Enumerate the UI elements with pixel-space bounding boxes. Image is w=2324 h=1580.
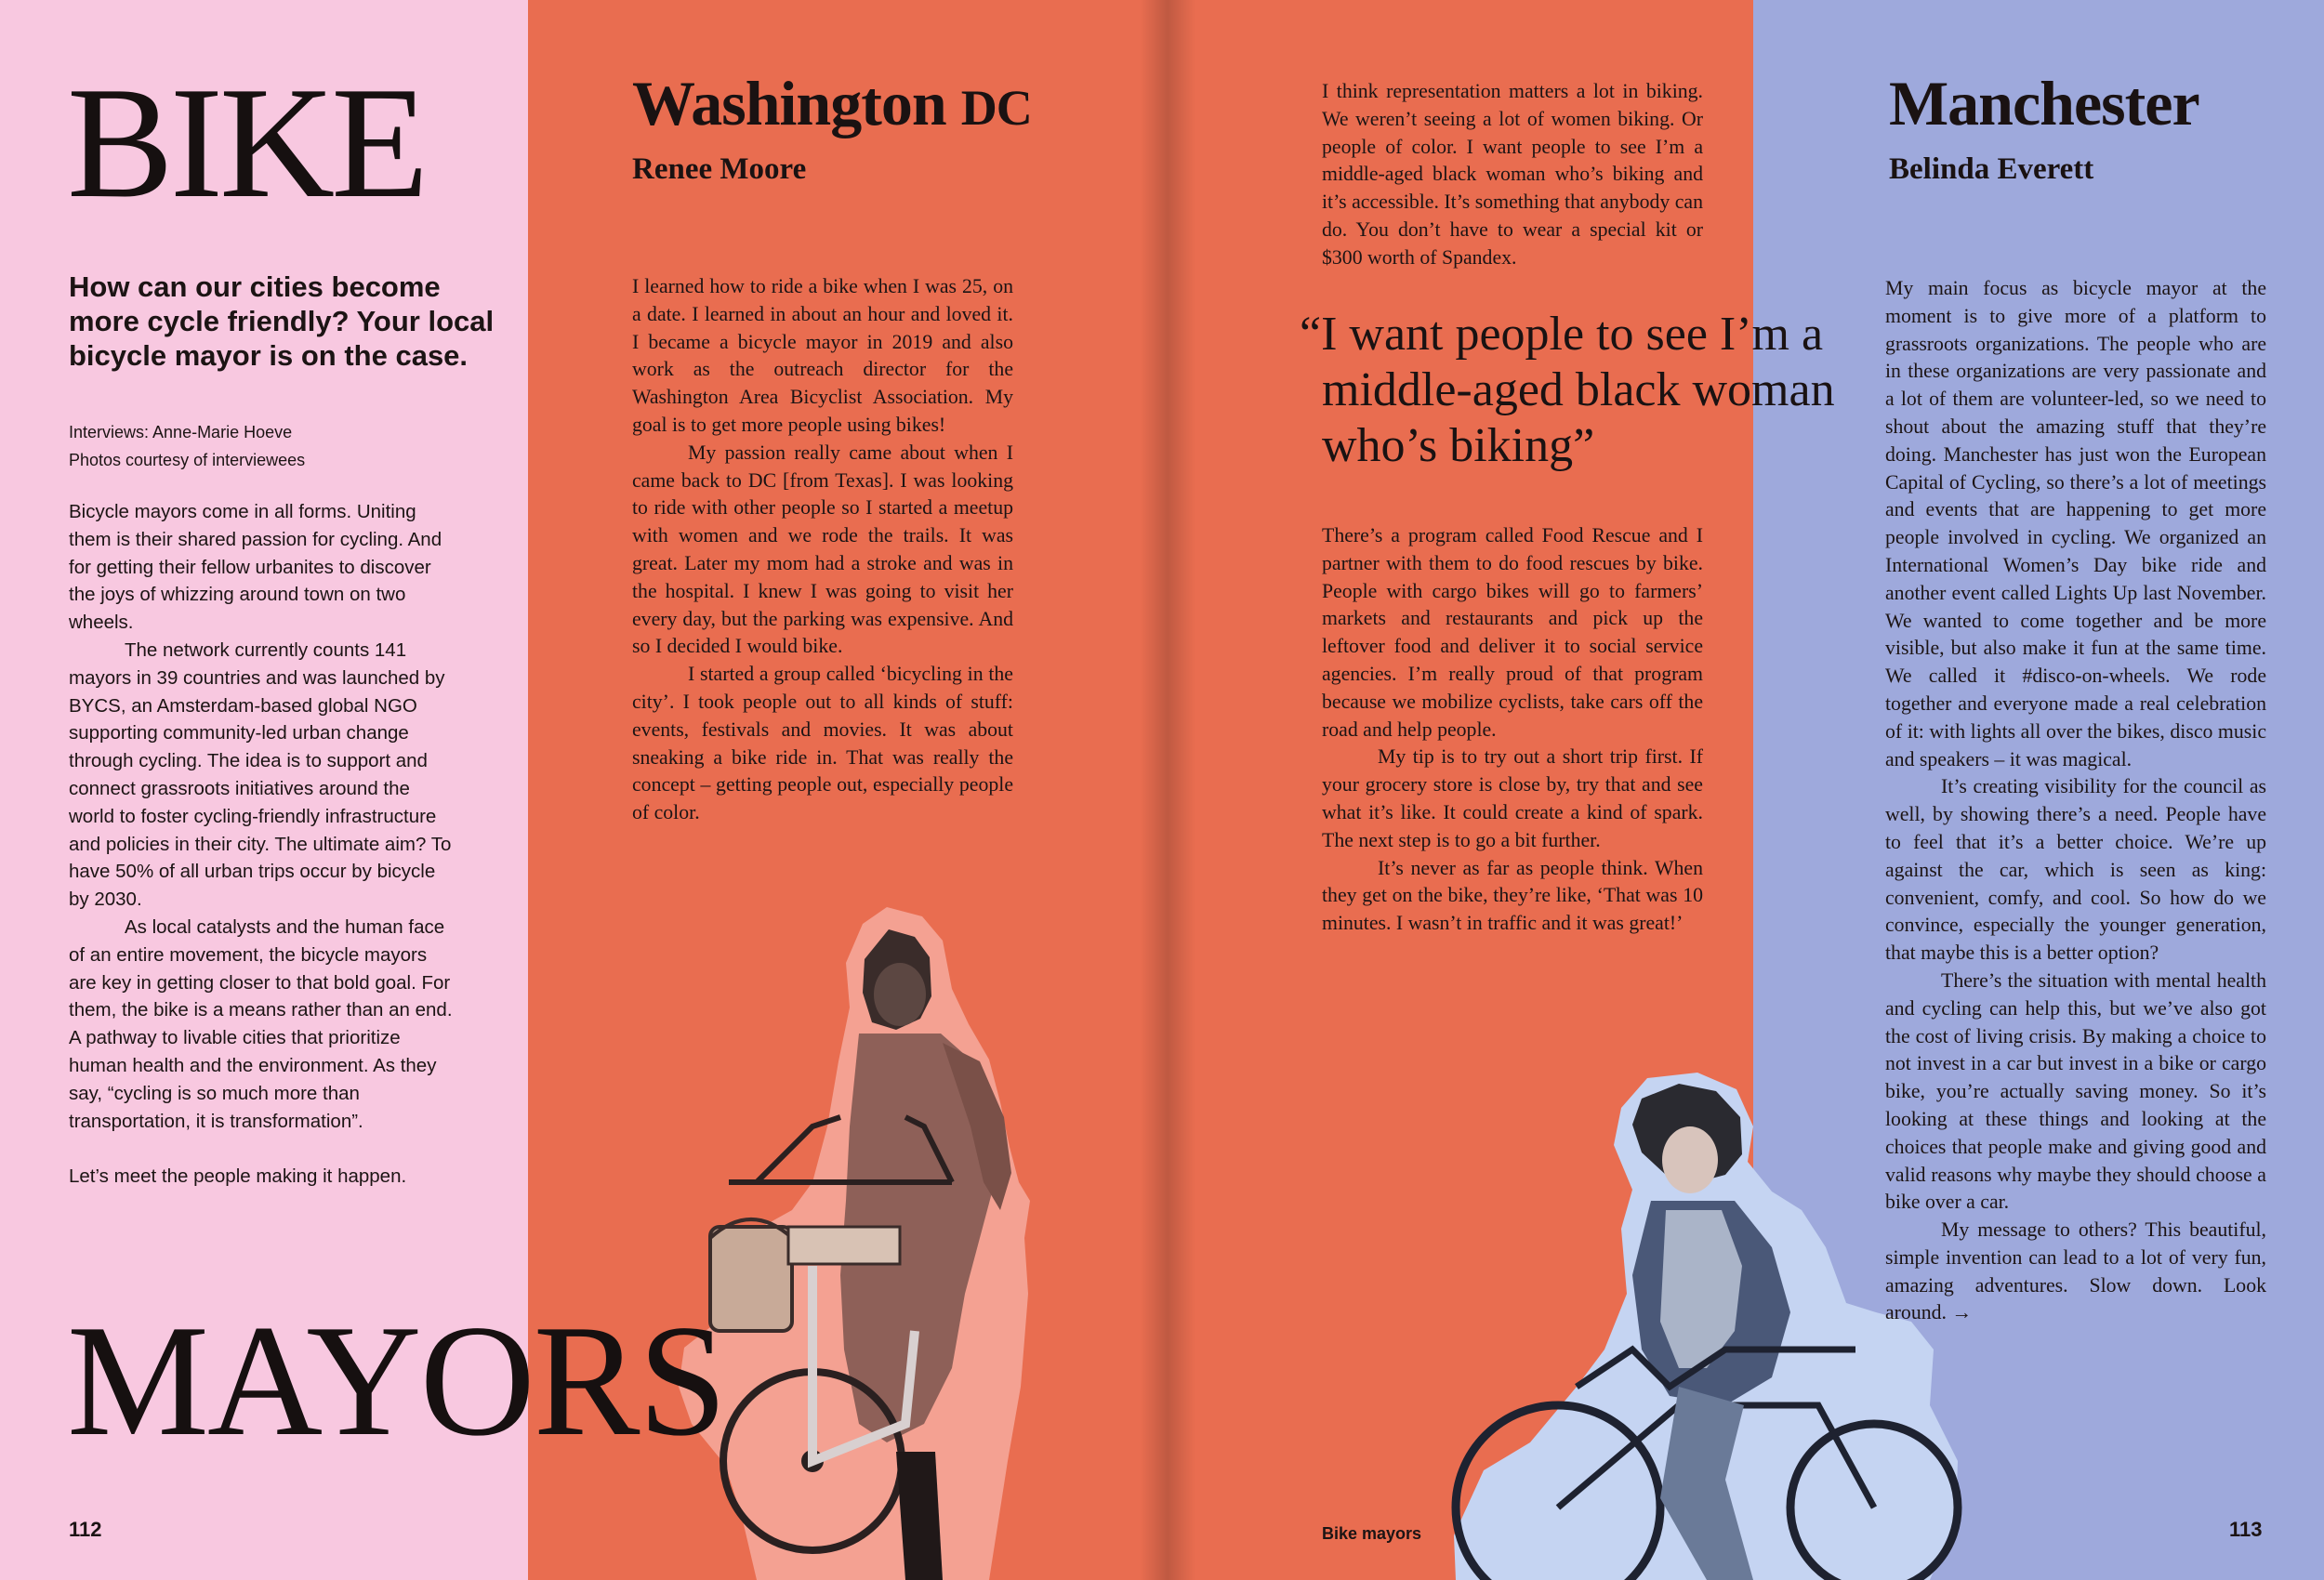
- intro-paragraph: Bicycle mayors come in all forms. Uniting them is their shared passion for cycling. And for getting their fellow urbanites to discover the joys of whizzing around town on two wheels.: [69, 501, 442, 634]
- spine-gutter: [1140, 0, 1195, 1580]
- page-number-right: 113: [2229, 1518, 2263, 1541]
- manchester-column: [1885, 275, 2266, 1327]
- dc-continued-top: [1322, 78, 1703, 272]
- title-bike: BIKE: [67, 55, 426, 231]
- dc-continued-bottom: [1322, 522, 1703, 938]
- person-name-belinda: Belinda Everett: [1889, 152, 2094, 186]
- dc-paragraph: I learned how to ride a bike when I was 25, on a date. I learned in about an hour and loved it. I became a bicycle mayor in 2019 and also work as the outreach director for the Washington Area Bicyclist Association. My goal is to get more people using bikes!: [632, 275, 1013, 436]
- title-mayors: MAYORS: [67, 1293, 726, 1469]
- manchester-paragraph: My main focus as bicycle mayor at the moment is to give more of a platform to grassroots organizations. The people who are in these organizations are very passionate and a lot of them are volunteer-led, so we need to shout about the amazing stuff that they’re doing. Manchester has just won the European Capital of Cycling, so there’s a lot of meetings and events that are happening to get more people involved in cycling. We organized an International Women’s Day bike ride and another event called Lights Up last November. We wanted to come together and be more visible, but also make it fun at the same time. We called it #disco-on-wheels. We rode together and everyone made a real celebration of it: with lights all over the bikes, disco music and speakers – it was magical.: [1885, 277, 2266, 770]
- dc-paragraph: My tip is to try out a short trip first. If your grocery store is close by, try that and see what it’s like. It could create a kind of spark. The next step is to go a bit further.: [1322, 745, 1703, 851]
- manchester-paragraph: It’s creating visibility for the council as well, by showing there’s a need. People have to feel that it’s a better choice. We’re up against the car, which is seen as king: convenient, comfy, and cool. So how do we convince, especially the younger generation, that maybe this is a better option?: [1885, 775, 2266, 965]
- pull-quote: “I want people to see I’m a middle-aged black woman who’s biking”: [1300, 308, 1835, 472]
- manchester-paragraph: There’s the situation with mental health and cycling can help this, but we’ve also got the cost of living crisis. By making a choice to not invest in a car but invest in a bike or cargo bike, you’re actually saving money. So it’s looking at these things and looking at the choices that people make and giving good and valid reasons why maybe they should choose a bike over a car.: [1885, 968, 2266, 1214]
- intro-body: [69, 498, 457, 1191]
- dc-column: [632, 273, 1013, 827]
- dc-paragraph: I think representation matters a lot in biking. We weren’t seeing a lot of women biking. Or people of color. I want people to see I’m a middle-aged black woman who’s biking and it’s accessible. It’s something that anybody can do. You don’t have to wear a special kit or $300 worth of Spandex.: [1322, 80, 1703, 269]
- manchester-paragraph: My message to others? This beautiful, simple invention can lead to a lot of very fun, amazing adventures. Slow down. Look around. →: [1885, 1218, 2266, 1324]
- intro-heading: How can our cities become more cycle friendly? Your local bicycle mayor is on the case.: [69, 270, 495, 372]
- dc-paragraph: There’s a program called Food Rescue and I partner with them to do food rescues by bike. People with cargo bikes will go to farmers’ markets and restaurants and pick up the leftover food and deliver it to social service agencies. I’m really proud of that program because we mobilize cyclists, take cars off the road and help people.: [1322, 524, 1703, 741]
- dc-paragraph: It’s never as far as people think. When they get on the bike, they’re like, ‘That was 10 minutes. I wasn’t in traffic and it was great!’: [1322, 856, 1703, 935]
- intro-paragraph: As local catalysts and the human face of an entire movement, the bicycle mayors are key in getting closer to that bold goal. For them, the bike is a means rather than an end. A pathway to livable cities that prioritize human health and the environment. As they say, “cycling is so much more than transportation, it is transformation”.: [69, 915, 453, 1132]
- dc-paragraph: My passion really came about when I came back to DC [from Texas]. I was looking to ride with other people so I started a meetup with women and we rode the trails. It was great. Later my mom had a stroke and was in the hospital. I knew I was going to visit her every day, but the parking was expensive. And so I decided I would bike.: [632, 441, 1013, 658]
- credit-photos: Photos courtesy of interviewees: [69, 451, 306, 469]
- city-heading-washington: [632, 67, 1032, 140]
- intro-closing: Let’s meet the people making it happen.: [69, 1165, 407, 1188]
- renee-moore-photo: [673, 903, 1082, 1580]
- credits: [69, 418, 506, 474]
- dc-paragraph: I started a group called ‘bicycling in the city’. I took people out to all kinds of stuff: events, festivals and movies. It was about sneaking a bike ride in. That was really the concept – getting people out, especially people of color.: [632, 663, 1013, 824]
- intro-paragraph: The network currently counts 141 mayors in 39 countries and was launched by BYCS, an Amsterdam-based global NGO supporting community-led urban change through cycling. The idea is to support and connect grassroots initiatives around the world to foster cycling-friendly infrastructure and policies in their city. The ultimate aim? To have 50% of all urban trips occur by bicycle by 2030.: [69, 639, 452, 911]
- person-name-renee: Renee Moore: [632, 152, 807, 186]
- city-name: Washington: [632, 68, 946, 138]
- credit-interviews: Interviews: Anne-Marie Hoeve: [69, 423, 293, 441]
- city-suffix: DC: [960, 80, 1032, 136]
- city-heading-manchester: Manchester: [1889, 68, 2199, 138]
- running-head: Bike mayors: [1322, 1524, 1422, 1543]
- page-number-left: 112: [69, 1518, 102, 1541]
